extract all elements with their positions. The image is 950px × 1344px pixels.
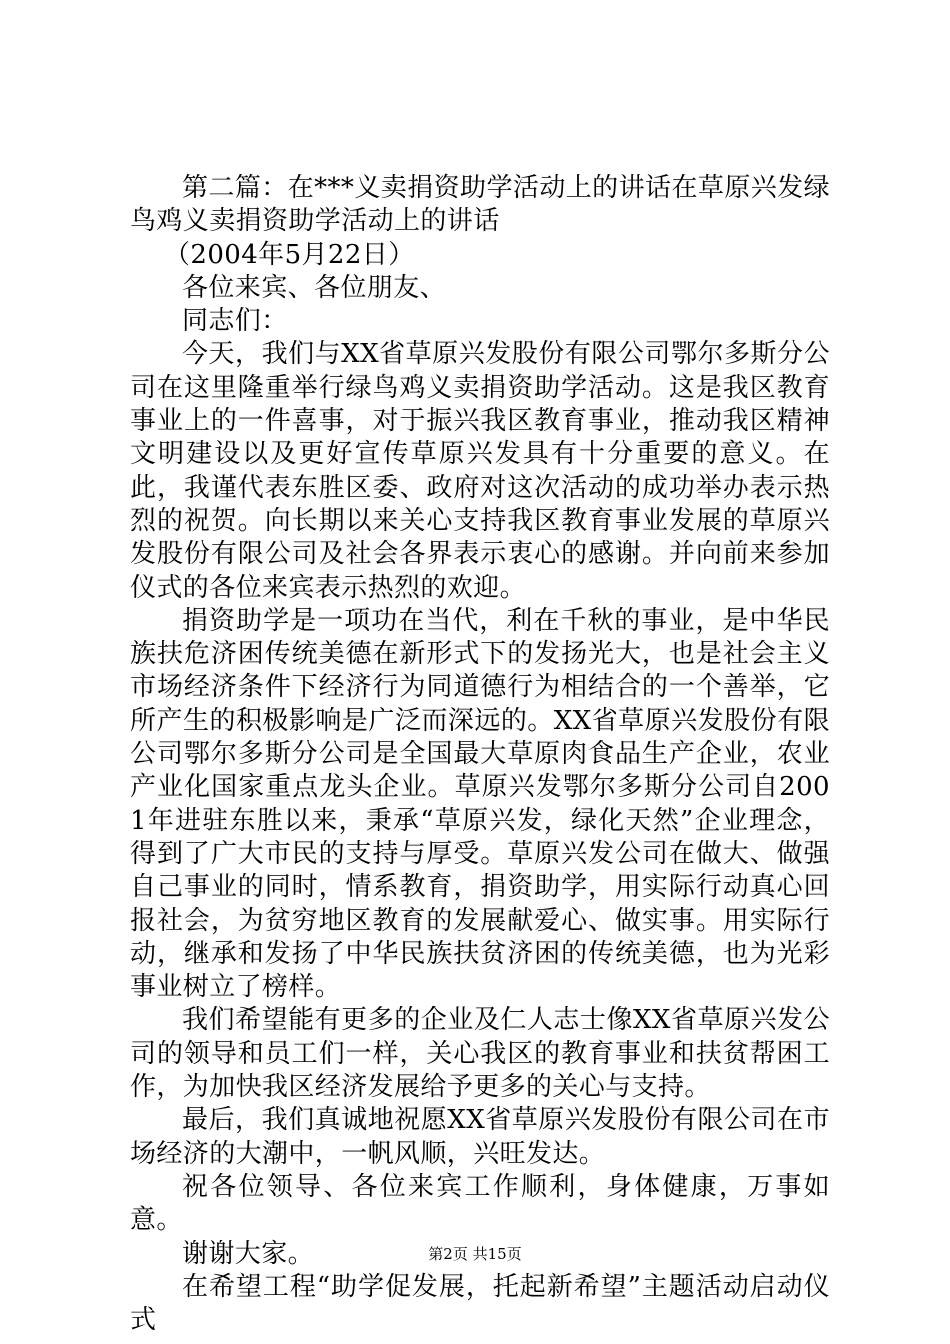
body-paragraph: 捐资助学是一项功在当代，利在千秋的事业，是中华民族扶危济困传统美德在新形式下的发扬光大，也是社会主义市场经济条件下经济行为同道德行为相结合的一个善举，它所产生的积极影响是广泛而深远的。XX省草原兴发股份有限公司鄂尔多斯分公司是全国最大草原肉食品生产企业，农业产业化国家重点龙头企业。草原兴发鄂尔多斯分公司自2001年进驻东胜以来，秉承“草原兴发，绿化天然”企业理念，得到了广大市民的支持与厚受。草原兴发公司在做大、做强自己事业的同时，情系教育，捐资助学，用实际行动真心回报社会，为贫穷地区教育的发展献爱心、做实事。用实际行动，继承和发扬了中华民族扶贫济困的传统美德，也为光彩事业树立了榜样。 [130, 605, 830, 1003]
closing-wishes: 祝各位领导、各位来宾工作顺利，身体健康，万事如意。 [130, 1171, 830, 1236]
body-paragraph: 我们希望能有更多的企业及仁人志士像XX省草原兴发公司的领导和员工们一样，关心我区的教育事业和扶贫帮困工作，为加快我区经济发展给予更多的关心与支持。 [130, 1005, 830, 1103]
closing-thanks: 谢谢大家。 [182, 1238, 315, 1269]
body-paragraph: 今天，我们与XX省草原兴发股份有限公司鄂尔多斯分公司在这里隆重举行绿鸟鸡义卖捐资助学活动。这是我区教育事业上的一件喜事，对于振兴我区教育事业，推动我区精神文明建设以及更好宣传草原兴发具有十分重要的意义。在此，我谨代表东胜区委、政府对这次活动的成功举办表示热烈的祝贺。向长期以来关心支持我区教育事业发展的草原兴发股份有限公司及社会各界表示衷心的感谢。并向前来参加仪式的各位来宾表示热烈的欢迎。 [130, 339, 830, 603]
salutation-comrades: 同志们： [182, 306, 288, 337]
page-number-footer: 第2页 共15页 [428, 1245, 522, 1263]
body-paragraph: 最后，我们真诚地祝愿XX省草原兴发股份有限公司在市场经济的大潮中，一帆风顺，兴旺发达。 [130, 1105, 830, 1169]
next-section-heading: 在希望工程“助学促发展，托起新希望”主题活动启动仪式 [130, 1271, 830, 1336]
speech-date: （2004年5月22日） [164, 239, 415, 270]
salutation-guests: 各位来宾、各位朋友、 [182, 272, 447, 303]
document-title: 第二篇：在***义卖捐资助学活动上的讲话在草原兴发绿鸟鸡义卖捐资助学活动上的讲话 [130, 173, 830, 237]
document-body [130, 172, 830, 1337]
